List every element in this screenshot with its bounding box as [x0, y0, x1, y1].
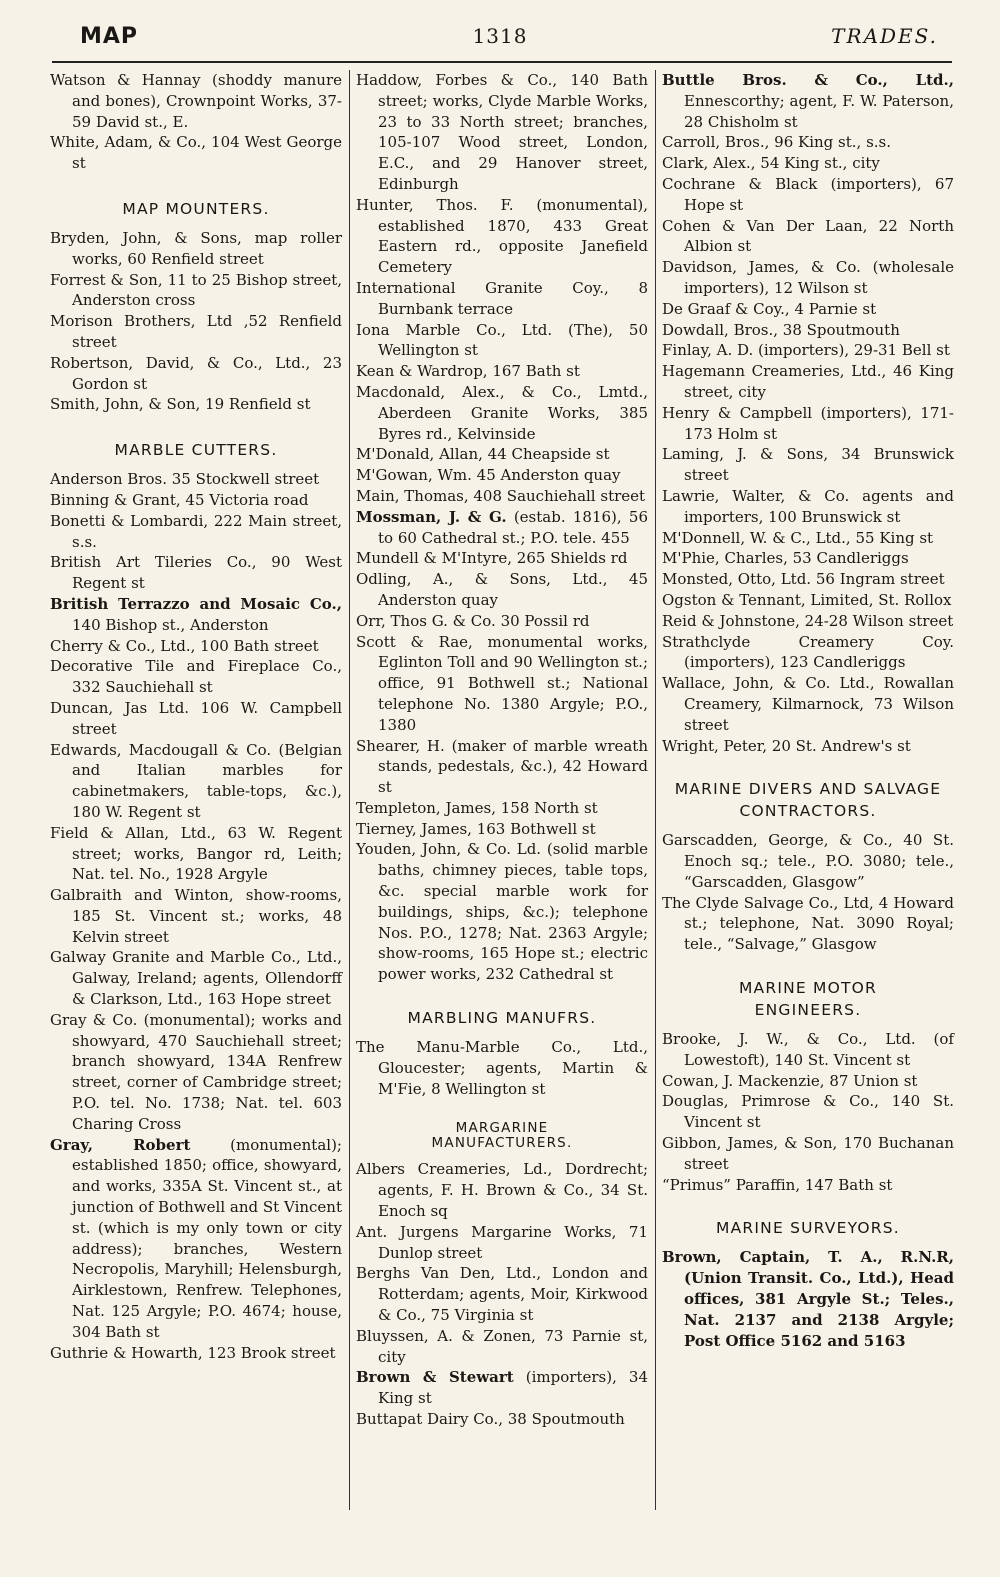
column-divider	[655, 70, 656, 1510]
section-heading: MARINE SURVEYORS.	[716, 1219, 900, 1238]
listing-entry: Iona Marble Co., Ltd. (The), 50 Wellington st	[356, 320, 648, 360]
listing-entry: Garscadden, George, & Co., 40 St. Enoch sq.; tele., P.O. 3080; tele., “Garscadden, Glasgow”	[662, 831, 954, 891]
listing-entry: The Clyde Salvage Co., Ltd, 4 Howard st.; telephone, Nat. 3090 Royal; tele., “Salvage,” Glasgow	[662, 893, 954, 954]
listing-entry: Bluyssen, A. & Zonen, 73 Parnie st, city	[356, 1326, 648, 1366]
bold-firm-name: Brown & Stewart	[356, 1368, 514, 1387]
listing-entry: Hunter, Thos. F. (monumental), established 1870, 433 Great Eastern rd., opposite Janefield Cemetery	[356, 195, 648, 277]
listing-entry: Galbraith and Winton, show-rooms, 185 St. Vincent st.; works, 48 Kelvin street	[50, 886, 342, 946]
listing-entry: Cherry & Co., Ltd., 100 Bath street	[50, 636, 319, 655]
listing-entry: Decorative Tile and Fireplace Co., 332 Sauchiehall st	[50, 657, 342, 697]
page-number: 1318	[472, 24, 528, 48]
listing-entry: Brown, Captain, T. A., R.N.R, (Union Transit. Co., Ltd.), Head offices, 381 Argyle St.; Teles., Nat. 2137 and 2138 Argyle; Post Office 5162 and 5163	[662, 1248, 954, 1350]
listing-entry: Anderson Bros. 35 Stockwell street	[50, 470, 320, 489]
listing-entry: Guthrie & Howarth, 123 Brook street	[50, 1343, 336, 1362]
column-2	[356, 70, 648, 1430]
listing-entry: Edwards, Macdougall & Co. (Belgian and Italian marbles for cabinetmakers, table-tops, &c.), 180 W. Regent st	[50, 740, 342, 821]
listing-entry	[356, 507, 648, 549]
listing-entry: Douglas, Primrose & Co., 140 St. Vincent st	[662, 1092, 954, 1132]
entry-detail: (importers), 34 King st	[378, 1368, 648, 1408]
listing-entry: International Granite Coy., 8 Burnbank terrace	[356, 278, 648, 318]
bold-firm-name: Buttle Bros. & Co., Ltd.,	[662, 71, 954, 89]
listing-entry	[356, 1367, 648, 1409]
listing-entry: “Primus” Paraffin, 147 Bath st	[662, 1175, 893, 1194]
listing-entry: Macdonald, Alex., & Co., Lmtd., Aberdeen Granite Works, 385 Byres rd., Kelvinside	[356, 382, 648, 443]
listing-entry: Cohen & Van Der Laan, 22 North Albion st	[662, 216, 954, 256]
listing-entry: Shearer, H. (maker of marble wreath stands, pedestals, &c.), 42 Howard st	[356, 736, 648, 797]
listing-entry: M'Donnell, W. & C., Ltd., 55 King st	[662, 528, 934, 547]
listing-entry: M'Gowan, Wm. 45 Anderston quay	[356, 466, 621, 485]
listing-entry: Templeton, James, 158 North st	[356, 798, 598, 817]
listing-entry: Henry & Campbell (importers), 171-173 Holm st	[662, 403, 954, 443]
listing-entry: Duncan, Jas Ltd. 106 W. Campbell street	[50, 698, 342, 738]
listing-entry: Berghs Van Den, Ltd., London and Rotterdam; agents, Moir, Kirkwood & Co., 75 Virginia st	[356, 1264, 648, 1325]
listing-entry	[50, 594, 342, 636]
column-1	[50, 70, 342, 1363]
header-rule	[52, 61, 952, 63]
listing-entry: Gibbon, James, & Son, 170 Buchanan street	[662, 1134, 954, 1173]
listing-entry: Hagemann Creameries, Ltd., 46 King street, city	[662, 362, 954, 401]
listing-entry: Ogston & Tennant, Limited, St. Rollox	[662, 590, 952, 609]
listing-entry: British Art Tileries Co., 90 West Regent st	[50, 553, 342, 593]
entry-detail: (estab. 1816), 56 to 60 Cathedral st.; P.O. tele. 455	[378, 507, 648, 547]
listing-entry: Albers Creameries, Ld., Dordrecht; agents, F. H. Brown & Co., 34 St. Enoch sq	[356, 1160, 648, 1221]
listing-entry: Dowdall, Bros., 38 Spoutmouth	[662, 320, 900, 339]
bold-firm-name: British Terrazzo and Mosaic Co.,	[50, 594, 342, 613]
listing-entry: Brooke, J. W., & Co., Ltd. (of Lowestoft), 140 St. Vincent st	[662, 1030, 954, 1069]
listing-entry: Ant. Jurgens Margarine Works, 71 Dunlop street	[356, 1222, 648, 1262]
listing-entry: Haddow, Forbes & Co., 140 Bath street; works, Clyde Marble Works, 23 to 33 North street; branches, 105-107 Wood street, London, E.C., and 29 Hanover street, Edinburgh	[356, 71, 648, 193]
listing-entry: Buttapat Dairy Co., 38 Spoutmouth	[356, 1410, 625, 1429]
listing-entry	[50, 1135, 342, 1343]
entry-detail: Ennescorthy; agent, F. W. Paterson, 28 Chisholm st	[684, 91, 954, 131]
listing-entry: Field & Allan, Ltd., 63 W. Regent street; works, Bangor rd, Leith; Nat. tel. No., 1928 Argyle	[50, 823, 342, 884]
listing-entry: Scott & Rae, monumental works, Eglinton Toll and 90 Wellington st.; office, 91 Bothwell st.; National telephone No. 1380 Argyle; P.O., 1380	[356, 632, 648, 734]
listing-entry: Orr, Thos G. & Co. 30 Possil rd	[356, 611, 590, 630]
listing-entry: Youden, John, & Co. Ld. (solid marble baths, chimney pieces, table tops, &c. special marble work for buildings, ships, &c.); telephone Nos. P.O., 1278; Nat. 2363 Argyle; show-rooms, 165 Hope st.; electric power works, 232 Cathedral st	[356, 840, 648, 984]
section-heading: MARBLE CUTTERS.	[114, 441, 278, 460]
listing-entry: Robertson, David, & Co., Ltd., 23 Gordon st	[50, 353, 342, 393]
listing-entry: Galway Granite and Marble Co., Ltd., Galway, Ireland; agents, Ollendorff & Clarkson, Ltd., 163 Hope street	[50, 948, 342, 1009]
running-head-right: TRADES.	[831, 24, 938, 48]
section-heading: MARINE MOTOR ENGINEERS.	[738, 979, 878, 1020]
listing-entry: Cochrane & Black (importers), 67 Hope st	[662, 174, 954, 214]
section-heading: MAP MOUNTERS.	[122, 199, 270, 218]
listing-entry: Binning & Grant, 45 Victoria road	[50, 490, 309, 509]
listing-entry: Bonetti & Lombardi, 222 Main street, s.s.	[50, 511, 342, 551]
listing-entry: Kean & Wardrop, 167 Bath st	[356, 362, 580, 381]
listing-entry: Davidson, James, & Co. (wholesale importers), 12 Wilson st	[662, 258, 954, 297]
bold-firm-name: Gray, Robert	[50, 1135, 191, 1154]
listing-entry: Strathclyde Creamery Coy. (importers), 123 Candleriggs	[662, 632, 954, 672]
listing-entry: Odling, A., & Sons, Ltd., 45 Anderston quay	[356, 570, 648, 609]
bold-firm-name: Mossman, J. & G.	[356, 507, 507, 526]
listing-entry: Finlay, A. D. (importers), 29-31 Bell st	[662, 341, 950, 360]
listing-entry: De Graaf & Coy., 4 Parnie st	[662, 299, 877, 318]
listing-entry: Laming, J. & Sons, 34 Brunswick street	[662, 445, 954, 485]
listing-entry: Lawrie, Walter, & Co. agents and importers, 100 Brunswick st	[662, 486, 954, 526]
listing-entry: Mundell & M'Intyre, 265 Shields rd	[356, 549, 628, 568]
listing-entry: Morison Brothers, Ltd ,52 Renfield street	[50, 312, 342, 351]
listing-entry: Watson & Hannay (shoddy manure and bones), Crownpoint Works, 37-59 David st., E.	[50, 71, 342, 131]
entry-detail: (monumental); established 1850; office, showyard, and works, 335A St. Vincent st., at junction of Bothwell and St Vincent st. (which is my only town or city address); branches, Western Necropolis, Maryhill; Helensburgh, Airklestown, Renfrew. Telephones, Nat. 125 Argyle; P.O. 4674; house, 304 Bath st	[72, 1135, 342, 1341]
listing-entry: Bryden, John, & Sons, map roller works, 60 Renfield street	[50, 228, 342, 268]
listing-entry: Clark, Alex., 54 King st., city	[662, 154, 880, 173]
listing-entry: Monsted, Otto, Ltd. 56 Ingram street	[662, 570, 945, 589]
listing-entry: The Manu-Marble Co., Ltd., Gloucester; agents, Martin & M'Fie, 8 Wellington st	[356, 1038, 648, 1098]
listing-entry: Reid & Johnstone, 24-28 Wilson street	[662, 611, 954, 630]
running-head-left: MAP	[80, 24, 139, 49]
listing-entry: Smith, John, & Son, 19 Renfield st	[50, 395, 311, 414]
listing-entry: White, Adam, & Co., 104 West George st	[50, 133, 342, 173]
listing-entry: M'Donald, Allan, 44 Cheapside st	[356, 445, 610, 464]
column-divider	[349, 70, 350, 1510]
section-heading: MARBLING MANUFRS.	[407, 1009, 597, 1028]
listing-entry: Wright, Peter, 20 St. Andrew's st	[662, 736, 911, 755]
entry-detail: 140 Bishop st., Anderston	[72, 615, 269, 634]
listing-entry: M'Phie, Charles, 53 Candleriggs	[662, 549, 909, 568]
listing-entry	[662, 70, 954, 132]
listing-entry: Carroll, Bros., 96 King st., s.s.	[662, 133, 891, 152]
section-heading: MARINE DIVERS AND SALVAGE CONTRACTORS.	[674, 780, 942, 821]
listing-entry: Gray & Co. (monumental); works and showyard, 470 Sauchiehall street; branch showyard, 134A Renfrew street, corner of Cambridge street; P.O. tel. No. 1738; Nat. tel. 603 Charing Cross	[50, 1010, 342, 1133]
column-3	[662, 70, 954, 1351]
listing-entry: Wallace, John, & Co. Ltd., Rowallan Creamery, Kilmarnock, 73 Wilson street	[662, 674, 954, 734]
listing-entry: Forrest & Son, 11 to 25 Bishop street, Anderston cross	[50, 270, 342, 310]
listing-entry: Cowan, J. Mackenzie, 87 Union st	[662, 1071, 918, 1090]
page-header	[0, 0, 1000, 70]
listing-entry: Main, Thomas, 408 Sauchiehall street	[356, 486, 646, 505]
section-heading: MARGARINE MANUFACTURERS.	[431, 1120, 573, 1152]
listing-entry: Tierney, James, 163 Bothwell st	[356, 819, 596, 838]
